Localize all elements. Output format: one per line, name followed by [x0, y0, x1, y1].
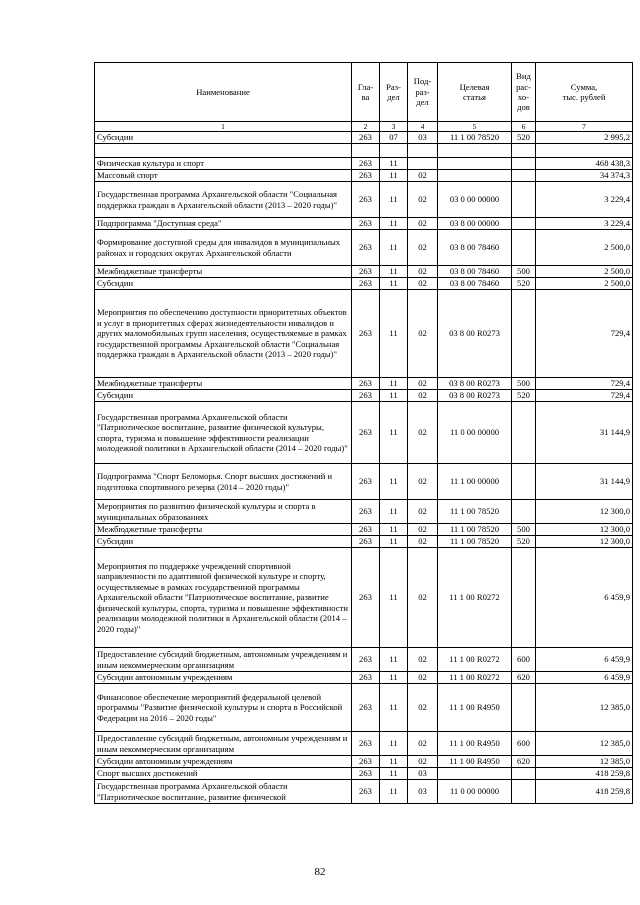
row-sum: 3 229,4 [536, 182, 633, 218]
row-podrazdel: 02 [408, 548, 438, 648]
row-vid [512, 170, 536, 182]
row-sum: 6 459,9 [536, 672, 633, 684]
header-sum [536, 63, 633, 122]
row-vid: 620 [512, 756, 536, 768]
row-glava: 263 [352, 158, 380, 170]
row-podrazdel: 02 [408, 672, 438, 684]
row-sum: 729,4 [536, 378, 633, 390]
row-name: Мероприятия по поддержке учреждений спортивной направленности по адаптивной физической культуре и спорту, осуществляемые в рамках государственной программы Архангельской области "Патриотическое воспитание, развитие физической культуры, спорта, туризма и повышение эффективности реализации молодежной политики в Архангельской области (2014 – 2020 годы)" [95, 548, 352, 648]
row-podrazdel: 02 [408, 218, 438, 230]
row-stat: 11 1 00 00000 [438, 464, 512, 500]
row-glava: 263 [352, 648, 380, 672]
row-stat [438, 768, 512, 780]
row-stat: 11 1 00 R4950 [438, 684, 512, 732]
row-razdel: 11 [380, 402, 408, 464]
row-sum: 2 500,0 [536, 278, 633, 290]
table-row [95, 182, 633, 218]
table-row [95, 732, 633, 756]
row-razdel: 11 [380, 684, 408, 732]
row-sum: 31 144,9 [536, 464, 633, 500]
table-row [95, 170, 633, 182]
row-podrazdel: 03 [408, 780, 438, 804]
table-row [95, 768, 633, 780]
header-name: Наименование [95, 63, 352, 122]
row-stat: 11 1 00 78520 [438, 132, 512, 144]
row-stat: 03 8 00 R0273 [438, 290, 512, 378]
row-sum: 12 385,0 [536, 756, 633, 768]
row-sum: 2 995,2 [536, 132, 633, 144]
row-vid: 500 [512, 378, 536, 390]
row-stat: 03 8 00 R0273 [438, 390, 512, 402]
row-podrazdel: 02 [408, 500, 438, 524]
row-name: Мероприятия по развитию физической культуры и спорта в муниципальных образованиях [95, 500, 352, 524]
row-sum: 2 500,0 [536, 230, 633, 266]
row-sum: 31 144,9 [536, 402, 633, 464]
row-name: Государственная программа Архангельской области "Патриотическое воспитание, развитие физической [95, 780, 352, 804]
table-row [95, 402, 633, 464]
row-podrazdel: 03 [408, 768, 438, 780]
row-sum: 34 374,3 [536, 170, 633, 182]
table-row [95, 524, 633, 536]
row-sum: 6 459,9 [536, 648, 633, 672]
row-razdel: 11 [380, 218, 408, 230]
row-razdel: 11 [380, 378, 408, 390]
col-number: 2 [352, 122, 380, 132]
row-razdel: 11 [380, 536, 408, 548]
row-razdel: 11 [380, 464, 408, 500]
row-razdel: 11 [380, 732, 408, 756]
row-name: Формирование доступной среды для инвалидов в муниципальных районах и городских округах Архангельской области [95, 230, 352, 266]
row-glava: 263 [352, 548, 380, 648]
table-row [95, 756, 633, 768]
col-number: 5 [438, 122, 512, 132]
row-glava: 263 [352, 524, 380, 536]
row-razdel: 11 [380, 182, 408, 218]
row-razdel [380, 144, 408, 158]
budget-table [94, 62, 633, 804]
row-name: Государственная программа Архангельской области "Социальная поддержка граждан в Архангельской области (2013 – 2020 годы)" [95, 182, 352, 218]
row-name: Подпрограмма "Доступная среда" [95, 218, 352, 230]
row-podrazdel [408, 158, 438, 170]
row-glava: 263 [352, 684, 380, 732]
row-name: Субсидии автономным учреждениям [95, 672, 352, 684]
row-sum: 12 300,0 [536, 536, 633, 548]
col-number: 7 [536, 122, 633, 132]
row-vid [512, 230, 536, 266]
row-sum: 12 300,0 [536, 524, 633, 536]
row-name: Субсидии [95, 536, 352, 548]
row-vid [512, 548, 536, 648]
header-vid-text: Вид рас- хо- дов [516, 71, 531, 113]
row-stat [438, 158, 512, 170]
row-stat: 03 8 00 78460 [438, 266, 512, 278]
table-row [95, 780, 633, 804]
row-glava: 263 [352, 756, 380, 768]
row-stat: 11 1 00 R0272 [438, 548, 512, 648]
row-vid: 520 [512, 536, 536, 548]
row-vid: 500 [512, 266, 536, 278]
row-glava: 263 [352, 230, 380, 266]
table-row [95, 278, 633, 290]
row-podrazdel: 02 [408, 378, 438, 390]
row-vid [512, 684, 536, 732]
row-stat: 11 1 00 R4950 [438, 732, 512, 756]
table-row [95, 684, 633, 732]
row-podrazdel: 02 [408, 290, 438, 378]
row-razdel: 11 [380, 768, 408, 780]
row-stat: 11 1 00 78520 [438, 536, 512, 548]
row-podrazdel: 02 [408, 684, 438, 732]
row-glava: 263 [352, 390, 380, 402]
row-vid [512, 768, 536, 780]
row-glava: 263 [352, 182, 380, 218]
header-stat-text: Целевая статья [459, 81, 490, 102]
row-stat: 11 0 00 00000 [438, 402, 512, 464]
row-vid [512, 780, 536, 804]
row-podrazdel: 02 [408, 756, 438, 768]
row-podrazdel: 02 [408, 390, 438, 402]
header-podrazdel-text: Под- раз- дел [413, 76, 432, 108]
row-name: Субсидии [95, 278, 352, 290]
row-podrazdel: 02 [408, 648, 438, 672]
row-glava: 263 [352, 780, 380, 804]
row-stat: 03 8 00 78460 [438, 278, 512, 290]
table-row [95, 500, 633, 524]
row-razdel: 11 [380, 266, 408, 278]
table-row [95, 158, 633, 170]
row-glava: 263 [352, 290, 380, 378]
row-glava: 263 [352, 672, 380, 684]
row-razdel: 11 [380, 524, 408, 536]
row-name: Предоставление субсидий бюджетным, автономным учреждениям и иным некоммерческим организациям [95, 732, 352, 756]
row-stat: 11 0 00 00000 [438, 780, 512, 804]
table-body [95, 132, 633, 804]
row-name: Субсидии [95, 390, 352, 402]
row-razdel: 11 [380, 278, 408, 290]
row-name: Финансовое обеспечение мероприятий федеральной целевой программы "Развитие физической культуры и спорта в Российской Федерации на 2016 – 2020 годы" [95, 684, 352, 732]
row-name: Государственная программа Архангельской области "Патриотическое воспитание, развитие физической культуры, спорта, туризма и повышение эффективности реализации молодежной политики в Архангельской области (2014 – 2020 годы)" [95, 402, 352, 464]
row-podrazdel: 03 [408, 132, 438, 144]
row-podrazdel: 02 [408, 182, 438, 218]
row-razdel: 11 [380, 756, 408, 768]
col-number: 4 [408, 122, 438, 132]
header-glava [352, 63, 380, 122]
row-podrazdel: 02 [408, 402, 438, 464]
row-sum: 12 385,0 [536, 732, 633, 756]
row-razdel: 11 [380, 672, 408, 684]
row-razdel: 07 [380, 132, 408, 144]
row-name: Мероприятия по обеспечению доступности приоритетных объектов и услуг в приоритетных сферах жизнедеятельности инвалидов и других маломобильных групп населения, осуществляемые в рамках государственной программы Архангельской области "Социальная поддержка граждан в Архангельской области (2013 – 2020 годы)" [95, 290, 352, 378]
header-razdel-text: Раз- дел [386, 81, 401, 102]
row-glava [352, 144, 380, 158]
row-glava: 263 [352, 732, 380, 756]
table-row [95, 536, 633, 548]
row-razdel: 11 [380, 548, 408, 648]
table-row [95, 218, 633, 230]
row-vid: 520 [512, 278, 536, 290]
row-name: Субсидии [95, 132, 352, 144]
row-name: Массовый спорт [95, 170, 352, 182]
row-sum: 6 459,9 [536, 548, 633, 648]
row-glava: 263 [352, 500, 380, 524]
column-number-row [95, 122, 633, 132]
row-glava: 263 [352, 266, 380, 278]
row-razdel: 11 [380, 500, 408, 524]
row-podrazdel: 02 [408, 266, 438, 278]
col-number: 6 [512, 122, 536, 132]
row-podrazdel: 02 [408, 524, 438, 536]
table-row [95, 290, 633, 378]
row-podrazdel: 02 [408, 170, 438, 182]
row-vid [512, 500, 536, 524]
header-vid [512, 63, 536, 122]
row-name: Физическая культура и спорт [95, 158, 352, 170]
row-glava: 263 [352, 402, 380, 464]
row-stat: 11 1 00 R0272 [438, 648, 512, 672]
row-name: Межбюджетные трансферты [95, 266, 352, 278]
table-row [95, 672, 633, 684]
row-razdel: 11 [380, 390, 408, 402]
row-stat [438, 170, 512, 182]
row-vid: 520 [512, 132, 536, 144]
row-glava: 263 [352, 768, 380, 780]
row-stat: 11 1 00 78520 [438, 524, 512, 536]
row-glava: 263 [352, 218, 380, 230]
row-podrazdel: 02 [408, 278, 438, 290]
row-podrazdel: 02 [408, 230, 438, 266]
row-name: Спорт высших достижений [95, 768, 352, 780]
header-sum-text: Сумма, тыс. рублей [562, 81, 606, 102]
col-number: 1 [95, 122, 352, 132]
row-sum: 12 385,0 [536, 684, 633, 732]
table-row [95, 548, 633, 648]
row-razdel: 11 [380, 158, 408, 170]
row-stat: 03 8 00 00000 [438, 218, 512, 230]
row-glava: 263 [352, 536, 380, 548]
row-stat [438, 144, 512, 158]
row-razdel: 11 [380, 648, 408, 672]
row-glava: 263 [352, 132, 380, 144]
row-vid [512, 144, 536, 158]
row-name: Субсидии автономным учреждениям [95, 756, 352, 768]
row-vid: 500 [512, 524, 536, 536]
row-vid [512, 290, 536, 378]
row-vid [512, 464, 536, 500]
row-glava: 263 [352, 378, 380, 390]
table-row [95, 266, 633, 278]
row-vid [512, 158, 536, 170]
row-stat: 03 0 00 00000 [438, 182, 512, 218]
row-name: Межбюджетные трансферты [95, 378, 352, 390]
row-stat: 03 8 00 78460 [438, 230, 512, 266]
row-sum: 468 438,3 [536, 158, 633, 170]
row-vid: 600 [512, 732, 536, 756]
col-number: 3 [380, 122, 408, 132]
table-row [95, 464, 633, 500]
row-name: Подпрограмма "Спорт Беломорья. Спорт высших достижений и подготовка спортивного резерва (2014 – 2020 годы)" [95, 464, 352, 500]
row-podrazdel: 02 [408, 536, 438, 548]
table-row [95, 378, 633, 390]
table-header-row [95, 63, 633, 122]
header-razdel [380, 63, 408, 122]
row-name: Межбюджетные трансферты [95, 524, 352, 536]
row-sum: 3 229,4 [536, 218, 633, 230]
table-row [95, 648, 633, 672]
row-sum [536, 144, 633, 158]
row-vid: 620 [512, 672, 536, 684]
table-row [95, 144, 633, 158]
row-sum: 729,4 [536, 390, 633, 402]
row-vid [512, 182, 536, 218]
row-vid: 520 [512, 390, 536, 402]
row-sum: 12 300,0 [536, 500, 633, 524]
row-podrazdel [408, 144, 438, 158]
row-glava: 263 [352, 464, 380, 500]
row-vid [512, 402, 536, 464]
page-number: 82 [314, 866, 326, 878]
row-name [95, 144, 352, 158]
table-row [95, 230, 633, 266]
table-row [95, 390, 633, 402]
header-podrazdel [408, 63, 438, 122]
row-razdel: 11 [380, 170, 408, 182]
header-stat [438, 63, 512, 122]
row-vid [512, 218, 536, 230]
row-name: Предоставление субсидий бюджетным, автономным учреждениям и иным некоммерческим организациям [95, 648, 352, 672]
table-row [95, 132, 633, 144]
header-glava-text: Гла- ва [357, 81, 374, 102]
row-sum: 729,4 [536, 290, 633, 378]
row-stat: 11 1 00 R0272 [438, 672, 512, 684]
row-razdel: 11 [380, 290, 408, 378]
row-stat: 11 1 00 R4950 [438, 756, 512, 768]
row-razdel: 11 [380, 230, 408, 266]
row-razdel: 11 [380, 780, 408, 804]
row-sum: 418 259,8 [536, 768, 633, 780]
row-podrazdel: 02 [408, 732, 438, 756]
row-vid: 600 [512, 648, 536, 672]
row-glava: 263 [352, 278, 380, 290]
row-glava: 263 [352, 170, 380, 182]
row-sum: 2 500,0 [536, 266, 633, 278]
row-podrazdel: 02 [408, 464, 438, 500]
row-sum: 418 259,8 [536, 780, 633, 804]
row-stat: 11 1 00 78520 [438, 500, 512, 524]
row-stat: 03 8 00 R0273 [438, 378, 512, 390]
